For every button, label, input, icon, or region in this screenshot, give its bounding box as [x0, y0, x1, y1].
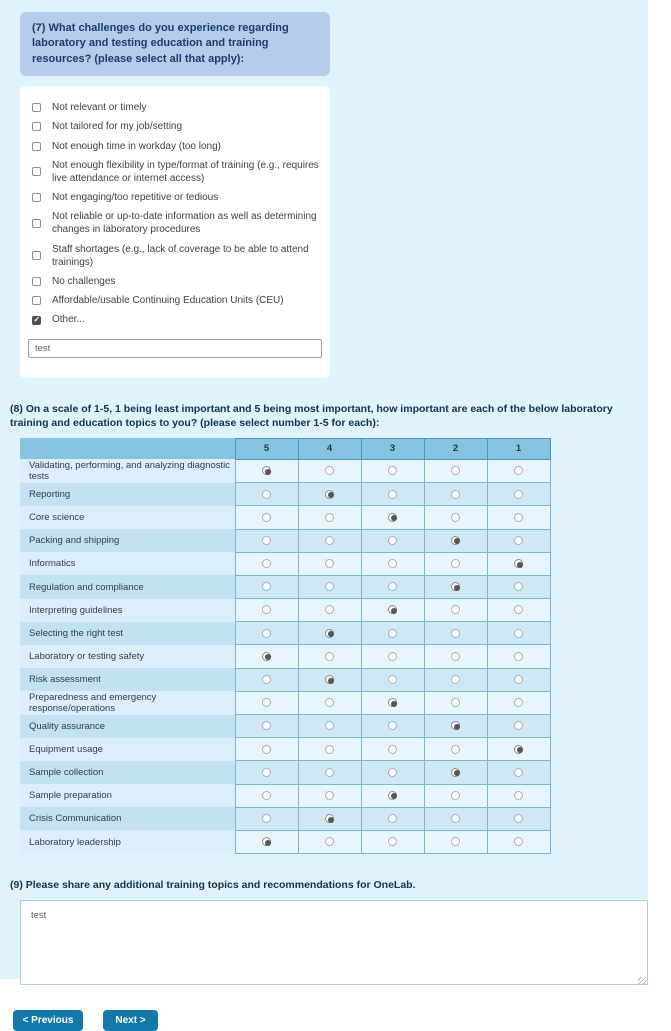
matrix-row — [20, 761, 550, 784]
radio-icon[interactable] — [388, 559, 397, 568]
matrix-radio-cell[interactable] — [361, 506, 424, 529]
matrix-radio-cell[interactable] — [424, 715, 487, 738]
radio-icon[interactable] — [514, 698, 523, 707]
radio-icon[interactable] — [514, 791, 523, 800]
radio-selected-icon[interactable] — [388, 698, 397, 707]
matrix-row-label: Validating, performing, and analyzing diagnostic tests — [20, 459, 235, 482]
matrix-row-label: Crisis Communication — [20, 807, 235, 830]
question-9-title: (9) Please share any additional training topics and recommendations for OneLab. — [10, 879, 416, 892]
radio-icon[interactable] — [451, 675, 460, 684]
matrix-radio-cell[interactable] — [298, 691, 361, 714]
matrix-radio-cell[interactable] — [487, 807, 550, 830]
matrix-radio-cell[interactable] — [361, 668, 424, 691]
radio-icon[interactable] — [514, 675, 523, 684]
matrix-row — [20, 807, 550, 830]
matrix-row-label: Laboratory leadership — [20, 830, 235, 853]
checkbox-icon[interactable] — [32, 296, 41, 305]
matrix-radio-cell[interactable] — [424, 668, 487, 691]
matrix-body — [20, 459, 550, 853]
checkbox-option[interactable] — [28, 117, 322, 136]
matrix-row-label: Equipment usage — [20, 738, 235, 761]
radio-icon[interactable] — [262, 490, 271, 499]
radio-icon[interactable] — [388, 675, 397, 684]
matrix-corner-cell — [20, 438, 235, 459]
matrix-radio-cell[interactable] — [424, 691, 487, 714]
radio-icon[interactable] — [388, 629, 397, 638]
matrix-radio-cell[interactable] — [361, 529, 424, 552]
radio-icon[interactable] — [262, 791, 271, 800]
matrix-radio-cell[interactable] — [424, 784, 487, 807]
radio-icon[interactable] — [514, 536, 523, 545]
matrix-radio-cell[interactable] — [298, 529, 361, 552]
checkbox-option[interactable] — [28, 240, 322, 272]
radio-icon[interactable] — [262, 513, 271, 522]
radio-selected-icon[interactable] — [451, 536, 460, 545]
matrix-radio-cell[interactable] — [235, 483, 298, 506]
matrix-column-header: 2 — [424, 438, 487, 459]
radio-selected-icon[interactable] — [325, 675, 334, 684]
matrix-radio-cell[interactable] — [235, 506, 298, 529]
matrix-radio-cell[interactable] — [361, 830, 424, 853]
matrix-radio-cell[interactable] — [298, 645, 361, 668]
radio-icon[interactable] — [325, 605, 334, 614]
checkbox-option[interactable] — [28, 272, 322, 291]
checkbox-option-label: Not enough time in workday (too long) — [52, 140, 221, 152]
matrix-radio-cell[interactable] — [361, 715, 424, 738]
matrix-row-label: Packing and shipping — [20, 529, 235, 552]
radio-icon[interactable] — [325, 837, 334, 846]
matrix-radio-cell[interactable] — [361, 807, 424, 830]
radio-icon[interactable] — [388, 652, 397, 661]
radio-icon[interactable] — [514, 513, 523, 522]
matrix-column-header: 5 — [235, 438, 298, 459]
radio-icon[interactable] — [514, 582, 523, 591]
checkbox-icon[interactable] — [32, 219, 41, 228]
radio-icon[interactable] — [451, 513, 460, 522]
matrix-radio-cell[interactable] — [487, 506, 550, 529]
checkbox-icon[interactable] — [32, 167, 41, 176]
matrix-row-label: Interpreting guidelines — [20, 599, 235, 622]
additional-topics-textarea[interactable] — [20, 900, 648, 985]
matrix-radio-cell[interactable] — [235, 459, 298, 482]
radio-icon[interactable] — [325, 582, 334, 591]
matrix-row — [20, 691, 550, 714]
checkbox-option[interactable] — [28, 137, 322, 156]
matrix-radio-cell[interactable] — [487, 529, 550, 552]
rating-matrix — [20, 438, 551, 854]
radio-icon[interactable] — [451, 559, 460, 568]
radio-icon[interactable] — [388, 490, 397, 499]
matrix-radio-cell[interactable] — [487, 715, 550, 738]
radio-icon[interactable] — [514, 721, 523, 730]
matrix-radio-cell[interactable] — [235, 668, 298, 691]
matrix-radio-cell[interactable] — [298, 807, 361, 830]
checkbox-icon[interactable] — [32, 193, 41, 202]
matrix-row — [20, 575, 550, 598]
matrix-row — [20, 622, 550, 645]
radio-icon[interactable] — [262, 698, 271, 707]
matrix-row — [20, 459, 550, 482]
radio-icon[interactable] — [388, 536, 397, 545]
matrix-radio-cell[interactable] — [487, 738, 550, 761]
radio-icon[interactable] — [325, 791, 334, 800]
radio-icon[interactable] — [262, 536, 271, 545]
radio-icon[interactable] — [388, 814, 397, 823]
checkbox-option-label: Other... — [52, 314, 85, 326]
checkbox-icon[interactable] — [32, 122, 41, 131]
checkbox-option[interactable] — [28, 188, 322, 207]
radio-icon[interactable] — [325, 536, 334, 545]
radio-icon[interactable] — [514, 652, 523, 661]
radio-selected-icon[interactable] — [514, 559, 523, 568]
matrix-row — [20, 529, 550, 552]
checkbox-icon[interactable] — [32, 142, 41, 151]
radio-icon[interactable] — [514, 837, 523, 846]
matrix-radio-cell[interactable] — [361, 761, 424, 784]
matrix-radio-cell[interactable] — [298, 483, 361, 506]
q7-options — [28, 98, 322, 329]
radio-selected-icon[interactable] — [325, 490, 334, 499]
radio-icon[interactable] — [262, 745, 271, 754]
radio-icon[interactable] — [325, 698, 334, 707]
matrix-radio-cell[interactable] — [235, 738, 298, 761]
checkbox-option-label: Affordable/usable Continuing Education Units (CEU) — [52, 295, 284, 307]
matrix-radio-cell[interactable] — [298, 668, 361, 691]
question-9-answer-wrap — [20, 900, 648, 990]
matrix-radio-cell[interactable] — [487, 599, 550, 622]
radio-icon[interactable] — [451, 837, 460, 846]
matrix-radio-cell[interactable] — [361, 483, 424, 506]
matrix-row — [20, 715, 550, 738]
radio-icon[interactable] — [262, 629, 271, 638]
matrix-row-label: Reporting — [20, 483, 235, 506]
radio-icon[interactable] — [451, 652, 460, 661]
radio-icon[interactable] — [325, 652, 334, 661]
matrix-radio-cell[interactable] — [487, 830, 550, 853]
radio-icon[interactable] — [388, 837, 397, 846]
matrix-radio-cell[interactable] — [361, 691, 424, 714]
radio-selected-icon[interactable] — [388, 513, 397, 522]
matrix-row — [20, 483, 550, 506]
radio-icon[interactable] — [262, 675, 271, 684]
matrix-radio-cell[interactable] — [235, 691, 298, 714]
matrix-radio-cell[interactable] — [424, 506, 487, 529]
matrix-radio-cell[interactable] — [424, 807, 487, 830]
checkbox-icon[interactable] — [32, 103, 41, 112]
matrix-radio-cell[interactable] — [424, 830, 487, 853]
matrix-radio-cell[interactable] — [361, 738, 424, 761]
matrix-row — [20, 738, 550, 761]
matrix-radio-cell[interactable] — [298, 715, 361, 738]
checkbox-icon[interactable] — [32, 316, 41, 325]
matrix-row-label: Preparedness and emergency response/operations — [20, 691, 235, 714]
other-text-input[interactable] — [28, 339, 322, 358]
matrix-row-label: Core science — [20, 506, 235, 529]
matrix-header-row — [20, 438, 550, 459]
matrix-radio-cell[interactable] — [235, 807, 298, 830]
radio-icon[interactable] — [451, 745, 460, 754]
radio-icon[interactable] — [388, 745, 397, 754]
checkbox-option-label: Not engaging/too repetitive or tedious — [52, 192, 219, 204]
matrix-row-label: Selecting the right test — [20, 622, 235, 645]
radio-icon[interactable] — [514, 814, 523, 823]
radio-icon[interactable] — [451, 698, 460, 707]
matrix-row-label: Informatics — [20, 552, 235, 575]
radio-icon[interactable] — [325, 466, 334, 475]
question-8-title: (8) On a scale of 1-5, 1 being least important and 5 being most important, how important are each of the below laboratory training and education topics to you? (please select number 1-5 for each): — [10, 402, 613, 430]
radio-selected-icon[interactable] — [325, 814, 334, 823]
matrix-radio-cell[interactable] — [424, 622, 487, 645]
matrix-radio-cell[interactable] — [487, 761, 550, 784]
matrix-row — [20, 784, 550, 807]
matrix-radio-cell[interactable] — [424, 645, 487, 668]
matrix-radio-cell[interactable] — [298, 506, 361, 529]
matrix-radio-cell[interactable] — [424, 599, 487, 622]
matrix-radio-cell[interactable] — [487, 784, 550, 807]
matrix-radio-cell[interactable] — [361, 645, 424, 668]
matrix-radio-cell[interactable] — [298, 761, 361, 784]
checkbox-option[interactable] — [28, 310, 322, 329]
survey-nav — [13, 1010, 648, 1031]
matrix-radio-cell[interactable] — [424, 761, 487, 784]
radio-icon[interactable] — [451, 490, 460, 499]
matrix-radio-cell[interactable] — [235, 645, 298, 668]
radio-selected-icon[interactable] — [451, 582, 460, 591]
radio-icon[interactable] — [514, 605, 523, 614]
matrix-radio-cell[interactable] — [298, 552, 361, 575]
checkbox-option-label: Staff shortages (e.g., lack of coverage to be able to attend trainings) — [52, 243, 309, 268]
matrix-row-label: Sample collection — [20, 761, 235, 784]
radio-icon[interactable] — [451, 466, 460, 475]
question-7-title: (7) What challenges do you experience regarding laboratory and testing education and training resources? (please select all that apply): — [20, 12, 330, 76]
radio-icon[interactable] — [388, 768, 397, 777]
matrix-radio-cell[interactable] — [298, 830, 361, 853]
radio-icon[interactable] — [325, 745, 334, 754]
matrix-row — [20, 668, 550, 691]
checkbox-option[interactable] — [28, 156, 322, 188]
checkbox-icon[interactable] — [32, 277, 41, 286]
checkbox-option[interactable] — [28, 98, 322, 117]
previous-button[interactable]: < Previous — [13, 1010, 83, 1031]
matrix-radio-cell[interactable] — [424, 552, 487, 575]
checkbox-option-label: Not enough flexibility in type/format of training (e.g., requires live attendance or internet access) — [52, 159, 319, 184]
matrix-radio-cell[interactable] — [298, 459, 361, 482]
radio-icon[interactable] — [514, 466, 523, 475]
radio-icon[interactable] — [325, 559, 334, 568]
matrix-radio-cell[interactable] — [424, 459, 487, 482]
radio-selected-icon[interactable] — [451, 721, 460, 730]
matrix-row — [20, 645, 550, 668]
matrix-row — [20, 552, 550, 575]
checkbox-option[interactable] — [28, 291, 322, 310]
radio-icon[interactable] — [388, 582, 397, 591]
matrix-radio-cell[interactable] — [235, 830, 298, 853]
matrix-radio-cell[interactable] — [487, 575, 550, 598]
matrix-radio-cell[interactable] — [235, 761, 298, 784]
matrix-row — [20, 506, 550, 529]
matrix-radio-cell[interactable] — [487, 552, 550, 575]
radio-icon[interactable] — [262, 559, 271, 568]
checkbox-option-label: No challenges — [52, 276, 116, 288]
radio-icon[interactable] — [262, 605, 271, 614]
radio-selected-icon[interactable] — [262, 837, 271, 846]
radio-icon[interactable] — [325, 513, 334, 522]
checkbox-option[interactable] — [28, 207, 322, 239]
matrix-radio-cell[interactable] — [487, 668, 550, 691]
matrix-row-label: Risk assessment — [20, 668, 235, 691]
matrix-radio-cell[interactable] — [235, 529, 298, 552]
matrix-column-header: 4 — [298, 438, 361, 459]
next-button[interactable]: Next > — [103, 1010, 158, 1031]
radio-selected-icon[interactable] — [388, 605, 397, 614]
matrix-row-label: Quality assurance — [20, 715, 235, 738]
matrix-radio-cell[interactable] — [235, 575, 298, 598]
checkbox-option-label: Not relevant or timely — [52, 102, 147, 114]
resize-handle-icon[interactable] — [638, 977, 646, 985]
matrix-radio-cell[interactable] — [361, 552, 424, 575]
matrix-row-label: Laboratory or testing safety — [20, 645, 235, 668]
matrix-column-header: 1 — [487, 438, 550, 459]
matrix-radio-cell[interactable] — [361, 575, 424, 598]
matrix-radio-cell[interactable] — [298, 622, 361, 645]
radio-icon[interactable] — [451, 605, 460, 614]
matrix-column-header: 3 — [361, 438, 424, 459]
matrix-radio-cell[interactable] — [424, 483, 487, 506]
matrix-radio-cell[interactable] — [424, 529, 487, 552]
matrix-radio-cell[interactable] — [361, 599, 424, 622]
matrix-radio-cell[interactable] — [361, 784, 424, 807]
matrix-radio-cell[interactable] — [361, 622, 424, 645]
radio-icon[interactable] — [451, 791, 460, 800]
matrix-radio-cell[interactable] — [235, 552, 298, 575]
radio-selected-icon[interactable] — [388, 791, 397, 800]
radio-icon[interactable] — [514, 629, 523, 638]
radio-icon[interactable] — [388, 466, 397, 475]
matrix-row — [20, 599, 550, 622]
matrix-row-label: Sample preparation — [20, 784, 235, 807]
matrix-radio-cell[interactable] — [361, 459, 424, 482]
matrix-radio-cell[interactable] — [487, 645, 550, 668]
radio-selected-icon[interactable] — [262, 652, 271, 661]
matrix-row — [20, 830, 550, 853]
radio-selected-icon[interactable] — [451, 768, 460, 777]
radio-icon[interactable] — [514, 768, 523, 777]
question-7-panel — [20, 86, 330, 377]
radio-icon[interactable] — [451, 814, 460, 823]
matrix-radio-cell[interactable] — [235, 784, 298, 807]
matrix-radio-cell[interactable] — [235, 599, 298, 622]
radio-selected-icon[interactable] — [325, 629, 334, 638]
checkbox-option-label: Not reliable or up-to-date information as well as determining changes in laboratory procedures — [52, 211, 317, 236]
radio-icon[interactable] — [262, 721, 271, 730]
matrix-radio-cell[interactable] — [298, 575, 361, 598]
matrix-radio-cell[interactable] — [235, 622, 298, 645]
radio-icon[interactable] — [325, 768, 334, 777]
matrix-radio-cell[interactable] — [235, 715, 298, 738]
radio-icon[interactable] — [325, 721, 334, 730]
radio-icon[interactable] — [262, 814, 271, 823]
matrix-radio-cell[interactable] — [487, 459, 550, 482]
matrix-radio-cell[interactable] — [424, 738, 487, 761]
matrix-radio-cell[interactable] — [487, 622, 550, 645]
matrix-radio-cell[interactable] — [298, 599, 361, 622]
radio-selected-icon[interactable] — [514, 745, 523, 754]
radio-icon[interactable] — [262, 768, 271, 777]
radio-icon[interactable] — [514, 490, 523, 499]
matrix-radio-cell[interactable] — [487, 691, 550, 714]
radio-icon[interactable] — [388, 721, 397, 730]
matrix-radio-cell[interactable] — [298, 738, 361, 761]
radio-icon[interactable] — [262, 582, 271, 591]
matrix-row-label: Regulation and compliance — [20, 575, 235, 598]
checkbox-option-label: Not tailored for my job/setting — [52, 121, 183, 133]
matrix-radio-cell[interactable] — [298, 784, 361, 807]
radio-icon[interactable] — [451, 629, 460, 638]
radio-selected-icon[interactable] — [262, 466, 271, 475]
checkbox-icon[interactable] — [32, 251, 41, 260]
matrix-radio-cell[interactable] — [487, 483, 550, 506]
matrix-radio-cell[interactable] — [424, 575, 487, 598]
